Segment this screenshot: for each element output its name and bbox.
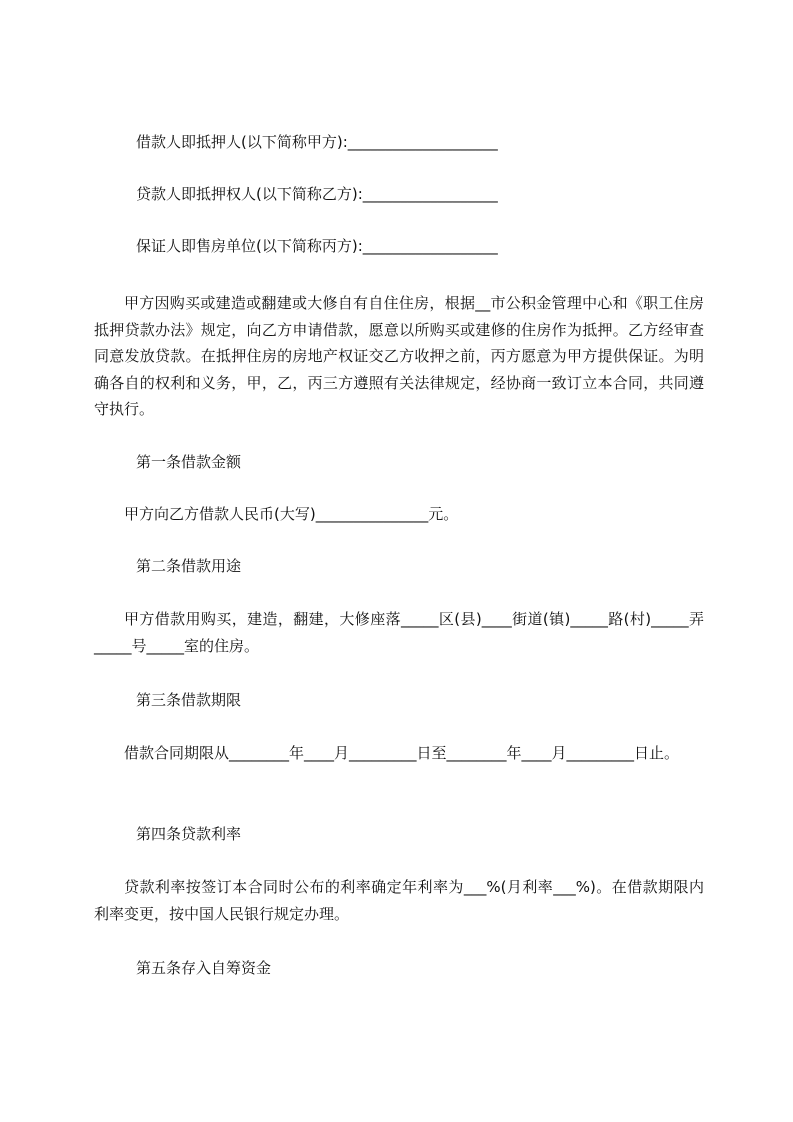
article-3-title: 第三条借款期限 — [136, 691, 242, 709]
lender-line: 贷款人即抵押权人(以下简称乙方):__________________ — [136, 185, 498, 203]
article-3-body: 借款合同期限从________年____月_________日至________年____月_________日止。 — [124, 744, 680, 762]
article-5-title: 第五条存入自筹资金 — [136, 959, 272, 977]
article-4-title: 第四条贷款利率 — [136, 825, 242, 843]
article-4-body: 贷款利率按签订本合同时公布的利率确定年利率为___%(月利率___%)。在借款期限内利率变更，按中国人民银行规定办理。 — [94, 878, 704, 923]
preamble-paragraph: 甲方因购买或建造或翻建或大修自有自住住房，根据__市公积金管理中心和《职工住房抵押贷款办法》规定，向乙方申请借款，愿意以所购买或建修的住房作为抵押。乙方经审查同意发放贷款。在抵押住房的房地产权证交乙方收押之前，丙方愿意为甲方提供保证。为明确各自的权利和义务，甲，乙，丙三方遵照有关法律规定，经协商一致订立本合同，共同遵守执行。 — [94, 294, 704, 418]
article-2-body: 甲方借款用购买，建造，翻建，大修座落_____区(县)____街道(镇)_____路(村)_____弄_____号_____室的住房。 — [94, 610, 704, 655]
article-2-title: 第二条借款用途 — [136, 557, 242, 575]
article-1-title: 第一条借款金额 — [136, 453, 242, 471]
borrower-line: 借款人即抵押人(以下简称甲方):____________________ — [136, 133, 498, 151]
article-1-body: 甲方向乙方借款人民币(大写)_______________元。 — [124, 505, 459, 523]
guarantor-line: 保证人即售房单位(以下简称丙方):__________________ — [136, 237, 498, 255]
